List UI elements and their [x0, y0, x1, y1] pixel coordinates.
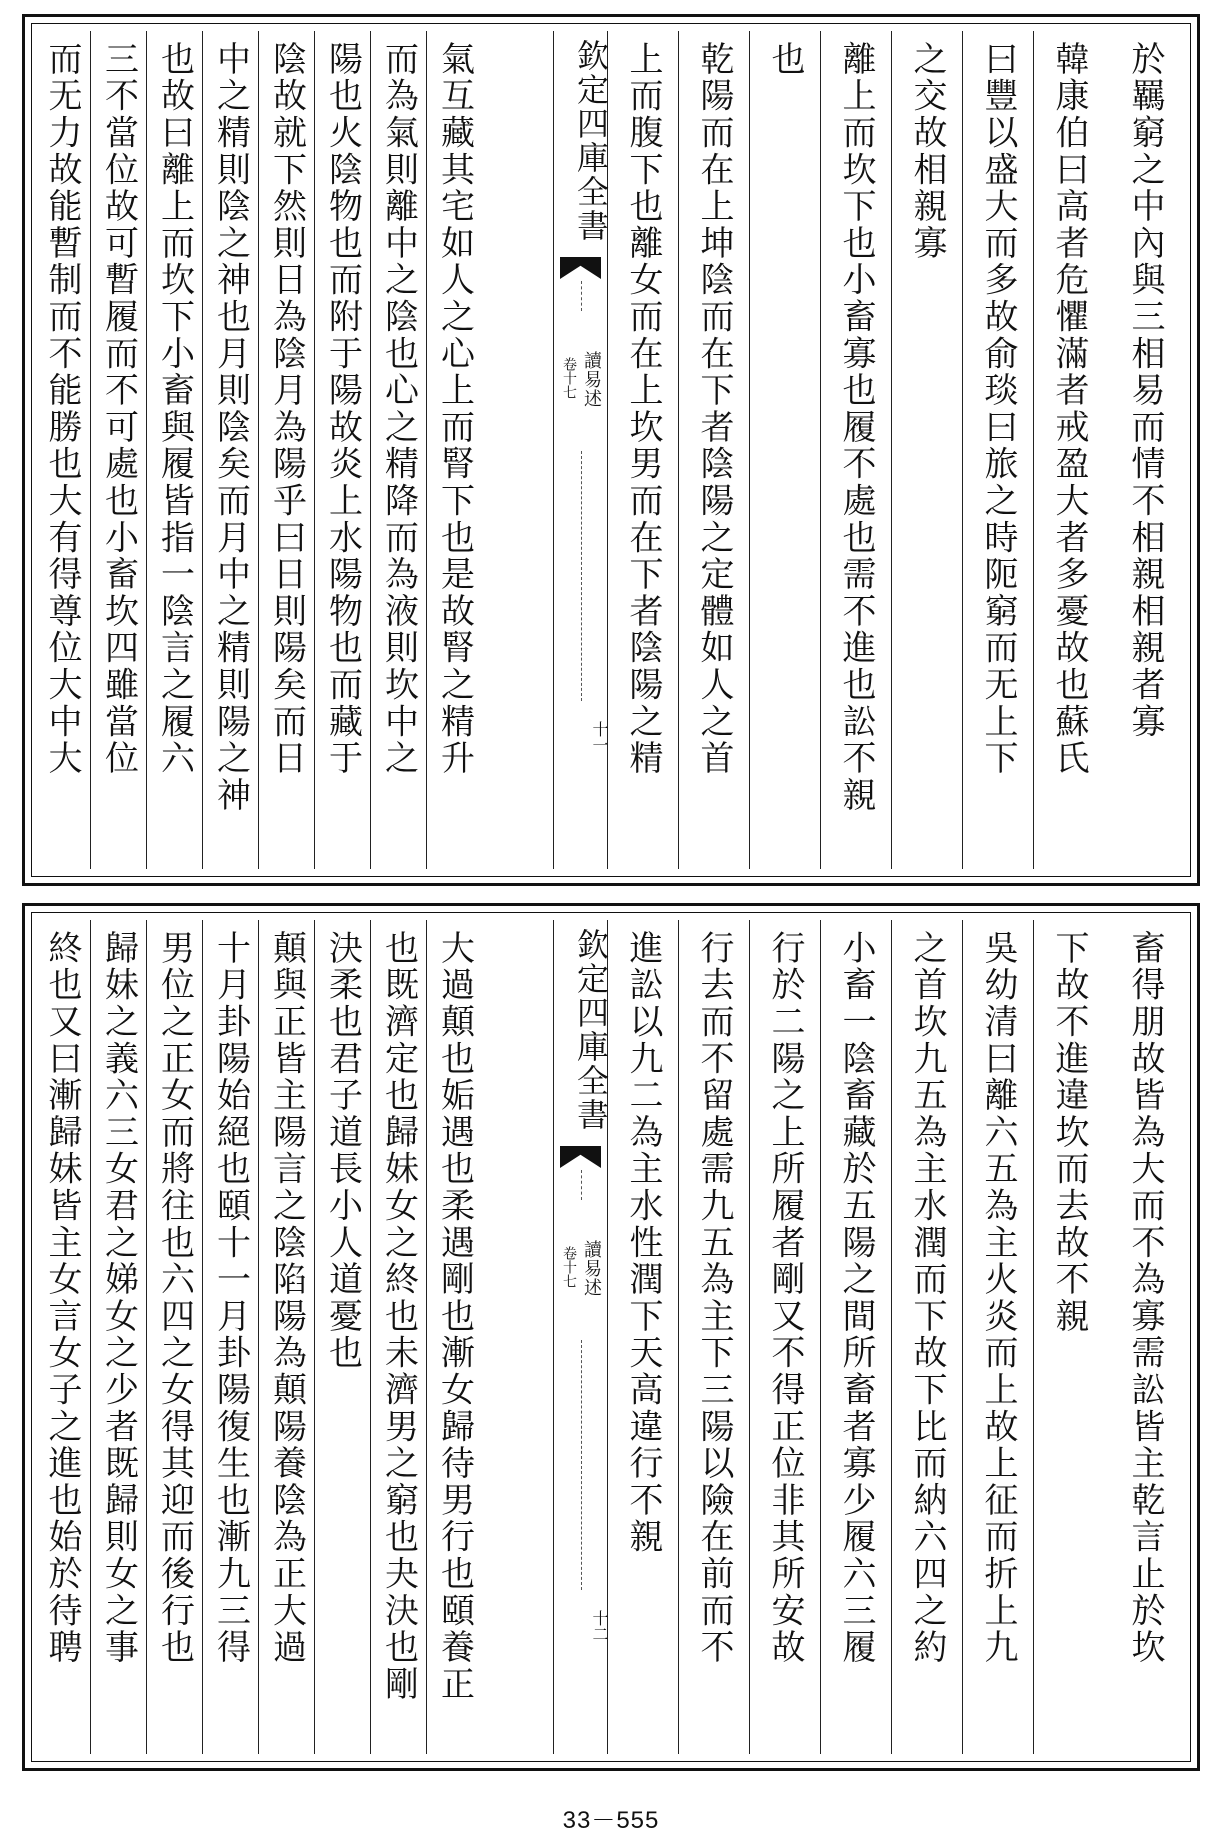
text-column: 吳幼清曰離六五為主火炎而上故上征而折上九	[962, 920, 1033, 1754]
text-column: 也	[749, 31, 820, 869]
page-reference: 33－555	[562, 1807, 660, 1834]
text-column: 韓康伯曰高者危懼滿者戒盈大者多憂故也蘇氏	[1033, 31, 1104, 869]
center-fold	[553, 31, 610, 869]
text-column: 大過顛也姤遇也柔遇剛也漸女歸待男行也頤養正	[426, 920, 482, 1754]
text-column: 乾陽而在上坤陰而在下者陰陽之定體如人之首	[678, 31, 749, 869]
collection-title: 欽定四庫全書	[572, 39, 610, 243]
text-column: 而无力故能暫制而不能勝也大有得尊位大中大	[42, 41, 82, 777]
book-title: 讀易述	[581, 1240, 602, 1297]
fold-rule	[581, 281, 582, 311]
text-column: 氣互藏其宅如人之心上而腎下也是故腎之精升	[426, 31, 482, 869]
bottom-page	[22, 903, 1200, 1771]
text-column: 十月卦陽始絕也頤十一月卦陽復生也漸九三得	[202, 920, 258, 1754]
text-column: 畜得朋故皆為大而不為寡需訟皆主乾言止於坎	[1125, 930, 1165, 1666]
text-column: 離上而坎下也小畜寡也履不處也需不進也訟不親	[820, 31, 891, 869]
text-column: 也既濟定也歸妹女之終也未濟男之窮也夬決也剛	[370, 920, 426, 1754]
collection-title: 欽定四庫全書	[572, 928, 610, 1132]
fold-rule	[581, 1170, 582, 1200]
page-number: 十一	[590, 721, 609, 753]
fold-rule	[581, 451, 582, 701]
text-column: 進訟以九二為主水性潤下天高違行不親	[607, 920, 678, 1754]
fish-tail-mark	[560, 1146, 601, 1168]
volume-label: 卷十七	[561, 357, 577, 399]
text-column: 之首坎九五為主水潤而下故下比而納六四之約	[891, 920, 962, 1754]
text-column: 三不當位故可暫履而不可處也小畜坎四雖當位	[90, 31, 146, 869]
book-title: 讀易述	[581, 351, 602, 408]
fish-tail-mark	[560, 257, 601, 279]
text-column: 陽也火陰物也而附于陽故炎上水陽物也而藏于	[314, 31, 370, 869]
text-column: 曰豐以盛大而多故俞琰曰旅之時阨窮而无上下	[962, 31, 1033, 869]
text-column: 歸妹之義六三女君之娣女之少者既歸則女之事	[90, 920, 146, 1754]
text-column: 中之精則陰之神也月則陰矣而月中之精則陽之神	[202, 31, 258, 869]
volume-label: 卷十七	[561, 1246, 577, 1288]
text-column: 決柔也君子道長小人道憂也	[314, 920, 370, 1754]
text-column: 小畜一陰畜藏於五陽之間所畜者寡少履六三履	[820, 920, 891, 1754]
page-number: 十二	[590, 1610, 609, 1642]
fold-rule	[581, 1340, 582, 1590]
center-fold	[553, 920, 610, 1754]
text-column: 於羈窮之中內與三相易而情不相親相親者寡	[1125, 41, 1165, 741]
text-column: 男位之正女而將往也六四之女得其迎而後行也	[146, 920, 202, 1754]
text-column: 終也又曰漸歸妹皆主女言女子之進也始於待聘	[42, 930, 82, 1666]
text-column: 也故曰離上而坎下小畜與履皆指一陰言之履六	[146, 31, 202, 869]
text-column: 而為氣則離中之陰也心之精降而為液則坎中之	[370, 31, 426, 869]
text-column: 行於二陽之上所履者剛又不得正位非其所安故	[749, 920, 820, 1754]
text-column: 下故不進違坎而去故不親	[1033, 920, 1104, 1754]
text-column: 陰故就下然則日為陰月為陽乎曰日則陽矣而日	[258, 31, 314, 869]
text-column: 上而腹下也離女而在上坎男而在下者陰陽之精	[607, 31, 678, 869]
text-column: 顛與正皆主陽言之陰陷陽為顛陽養陰為正大過	[258, 920, 314, 1754]
text-column: 之交故相親寡	[891, 31, 962, 869]
top-page	[22, 14, 1200, 886]
text-column: 行去而不留處需九五為主下三陽以險在前而不	[678, 920, 749, 1754]
